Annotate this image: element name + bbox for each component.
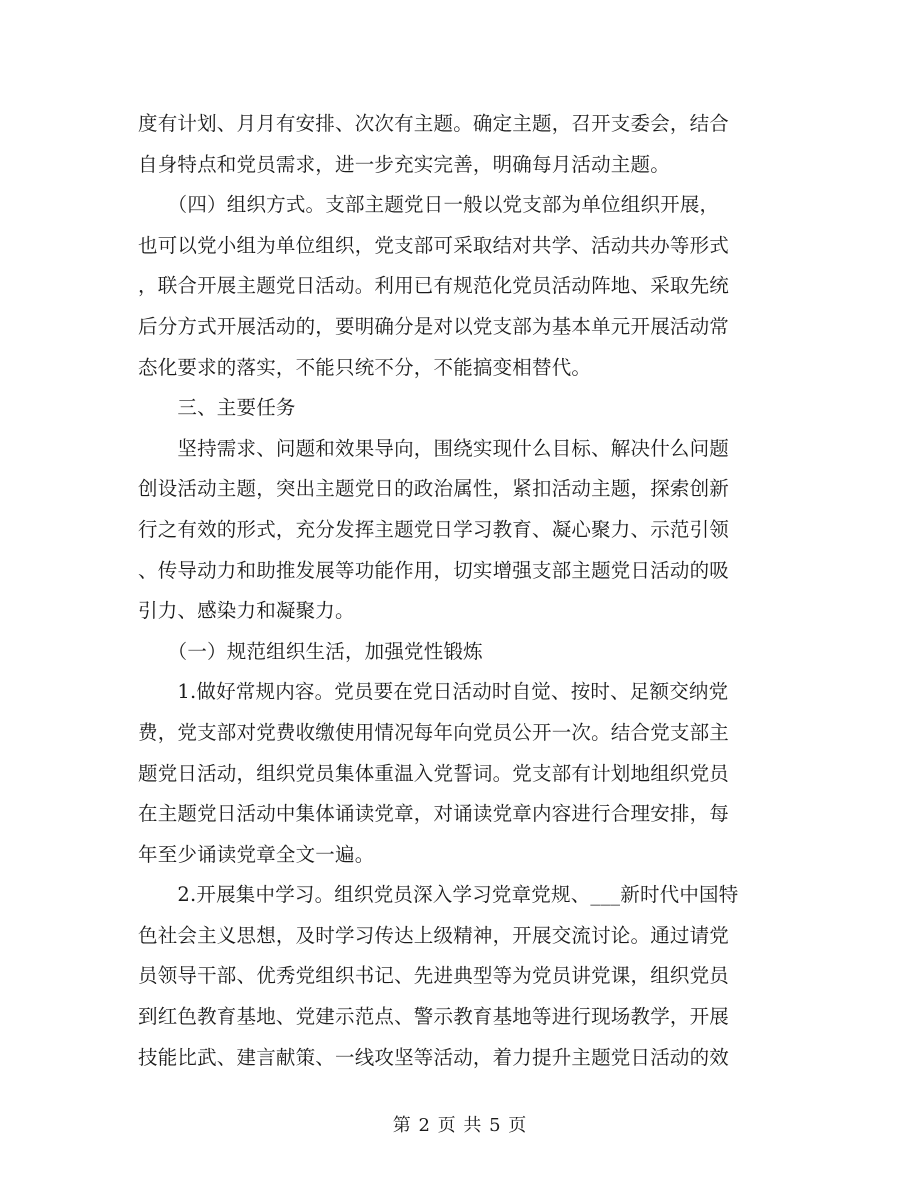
page-number-footer: 第 2 页 共 5 页 xyxy=(392,1115,528,1136)
text-line: 2.开展集中学习。组织党员深入学习党章党规、___新时代中国特 xyxy=(138,883,739,907)
text-line: 费，党支部对党费收缴使用情况每年向党员公开一次。结合党支部主 xyxy=(138,720,730,744)
text-line: 后分方式开展活动的，要明确分是对以党支部为基本单元开展活动常 xyxy=(138,314,730,338)
subsection-heading: （一）规范组织生活，加强党性锻炼 xyxy=(138,639,483,663)
text-line: 坚持需求、问题和效果导向，围绕实现什么目标、解决什么问题 xyxy=(138,436,730,460)
text-line: 行之有效的形式，充分发挥主题党日学习教育、凝心聚力、示范引领 xyxy=(138,517,730,541)
text-line: ，联合开展主题党日活动。利用已有规范化党员活动阵地、采取先统 xyxy=(138,274,730,298)
text-line: 在主题党日活动中集体诵读党章，对诵读党章内容进行合理安排，每 xyxy=(138,802,730,826)
text-line: 色社会主义思想，及时学习传达上级精神，开展交流讨论。通过请党 xyxy=(138,923,730,947)
text-line: 引力、感染力和凝聚力。 xyxy=(138,599,355,623)
text-line: 态化要求的落实，不能只统不分，不能搞变相替代。 xyxy=(138,355,592,379)
text-line: 自身特点和党员需求，进一步充实完善，明确每月活动主题。 xyxy=(138,152,670,176)
text-line: 、传导动力和助推发展等功能作用，切实增强支部主题党日活动的吸 xyxy=(138,558,730,582)
text-line: 1.做好常规内容。党员要在党日活动时自觉、按时、足额交纳党 xyxy=(138,680,729,704)
text-line: 技能比武、建言献策、一线攻坚等活动，着力提升主题党日活动的效 xyxy=(138,1045,730,1069)
text-line: 也可以党小组为单位组织，党支部可采取结对共学、活动共办等形式 xyxy=(138,233,730,257)
text-line: 年至少诵读党章全文一遍。 xyxy=(138,842,375,866)
document-body xyxy=(138,104,788,1078)
text-line: 员领导干部、优秀党组织书记、先进典型等为党员讲党课，组织党员 xyxy=(138,964,730,988)
text-line: 题党日活动，组织党员集体重温入党誓词。党支部有计划地组织党员 xyxy=(138,761,730,785)
text-line: （四）组织方式。支部主题党日一般以党支部为单位组织开展， xyxy=(138,193,720,217)
section-heading: 三、主要任务 xyxy=(138,396,296,420)
text-line: 度有计划、月月有安排、次次有主题。确定主题，召开支委会，结合 xyxy=(138,112,730,135)
text-line: 创设活动主题，突出主题党日的政治属性，紧扣活动主题，探索创新 xyxy=(138,477,730,501)
text-line: 到红色教育基地、党建示范点、警示教育基地等进行现场教学，开展 xyxy=(138,1005,730,1029)
